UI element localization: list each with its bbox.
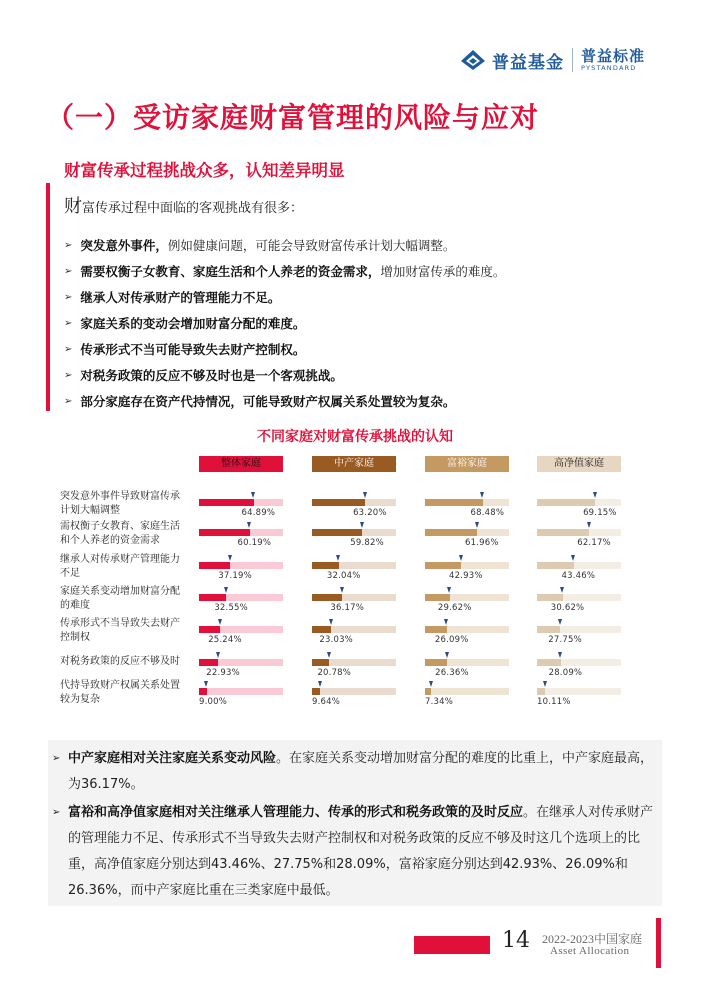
bar-value: [312, 594, 342, 601]
bar-value: [425, 594, 450, 601]
value-marker-icon: [363, 492, 367, 498]
data-label: 62.17%: [577, 538, 611, 548]
data-label: 61.96%: [465, 538, 499, 548]
legend-series-header: 中产家庭: [312, 456, 396, 472]
footer-report-name-en: Asset Allocation: [550, 945, 630, 957]
value-marker-icon: [251, 492, 255, 498]
category-label-line: 需权衡子女教育、家庭生活: [60, 521, 180, 532]
value-marker-icon: [444, 619, 448, 625]
chart-title: 不同家庭对财富传承挑战的认知: [257, 429, 453, 445]
bar-value: [312, 562, 339, 569]
summary-item: [52, 746, 654, 798]
category-label-line: 突发意外事件导致财富传承: [60, 491, 180, 502]
footer-report-name: 2022-2023中国家庭: [542, 932, 642, 946]
value-marker-icon: [558, 652, 562, 658]
data-label: 25.24%: [208, 635, 242, 645]
category-label-line: 对税务政策的反应不够及时: [60, 656, 180, 667]
bar-value: [199, 562, 230, 569]
bar-value: [199, 529, 250, 536]
value-marker-icon: [318, 681, 322, 687]
logo-icon: [460, 49, 486, 71]
bar-value: [312, 626, 331, 633]
value-marker-icon: [204, 681, 208, 687]
challenge-text: 增加财富传承的难度。: [380, 264, 506, 279]
data-label: 9.00%: [199, 697, 228, 707]
category-label-line: 较为复杂: [60, 694, 100, 705]
category-label-line: 控制权: [60, 632, 90, 643]
bar-value: [537, 688, 545, 695]
data-label: 7.34%: [425, 697, 454, 707]
value-marker-icon: [228, 555, 232, 561]
category-label: [60, 490, 200, 518]
data-label: 26.09%: [434, 635, 469, 645]
summary-text: 。在家庭关系变动增加财富分配的难度的比重上，中产家庭最高，为36.17%。: [68, 751, 654, 792]
arrow-bullet-icon: ➢: [64, 395, 73, 407]
data-label: 30.62%: [550, 603, 585, 613]
legend-series-header: 高净值家庭: [537, 456, 621, 472]
data-label: 27.75%: [548, 635, 582, 645]
bar-track: [537, 688, 621, 695]
category-label: [60, 553, 200, 581]
summary-text: 。在继承人对传承财产的管理能力不足、传承形式不当导致失去财产控制权和对税务政策的反应不够及时这几个选项上的比重，高净值家庭分别达到43.46%、27.75%和28.09%，富裕家庭分别达到42.93%、26.09%和26.36%，而中产家庭比重在三类家庭中最低。: [68, 805, 654, 898]
legend-series-header: 富裕家庭: [425, 456, 509, 472]
challenge-item: [64, 258, 505, 284]
data-label: 32.04%: [326, 571, 361, 581]
value-marker-icon: [216, 652, 220, 658]
logo-standard-en: PYSTANDARD: [581, 63, 637, 72]
value-marker-icon: [360, 522, 364, 528]
value-marker-icon: [447, 587, 451, 593]
category-label-line: 代持导致财产权属关系处置: [60, 680, 180, 691]
challenge-bold: 继承人对传承财产的管理能力不足。: [80, 290, 281, 305]
data-label: 26.36%: [435, 668, 469, 678]
bar-value: [537, 659, 561, 666]
category-label: [60, 679, 200, 707]
value-marker-icon: [340, 587, 344, 593]
arrow-bullet-icon: ➢: [64, 343, 73, 355]
bar-value: [537, 626, 560, 633]
arrow-bullet-icon: ➢: [64, 317, 73, 329]
value-marker-icon: [445, 652, 449, 658]
data-label: 37.19%: [218, 571, 252, 581]
data-label: 63.20%: [353, 508, 387, 518]
bar-value: [312, 659, 329, 666]
value-marker-icon: [558, 619, 562, 625]
summary-bold: 富裕和高净值家庭相对关注继承人管理能力、传承的形式和税务政策的及时反应: [68, 805, 524, 820]
bar-value: [425, 626, 447, 633]
logo-separator: [572, 48, 573, 72]
bar-value: [537, 499, 595, 506]
bar-value: [312, 688, 320, 695]
bar-value: [537, 529, 589, 536]
data-label: 60.19%: [237, 538, 272, 548]
category-label: [60, 585, 200, 613]
legend-series-header: 整体家庭: [199, 456, 283, 472]
value-marker-icon: [587, 522, 591, 528]
challenge-item: [64, 232, 505, 258]
arrow-bullet-icon: ➢: [52, 807, 61, 818]
arrow-bullet-icon: ➢: [64, 239, 73, 251]
logo-standard-cn: 普益标准: [581, 46, 646, 65]
value-marker-icon: [560, 587, 564, 593]
page-title: （一）受访家庭财富管理的风险与应对: [46, 101, 540, 134]
bar-value: [425, 659, 447, 666]
intro-rest: 富传承过程中面临的客观挑战有很多：: [82, 201, 304, 216]
challenge-item: [64, 336, 505, 362]
data-label: 20.78%: [317, 668, 352, 678]
data-label: 32.55%: [214, 603, 248, 613]
summary-box: [48, 740, 662, 906]
bar-track: [199, 688, 283, 695]
value-marker-icon: [224, 587, 228, 593]
value-marker-icon: [593, 492, 597, 498]
bar-value: [425, 688, 431, 695]
challenge-bold: 突发意外事件，: [80, 238, 168, 253]
category-label-line: 家庭关系变动增加财富分配: [60, 586, 180, 597]
bar-track: [425, 688, 509, 695]
summary-bold: 中产家庭相对关注家庭关系变动风险: [68, 751, 277, 766]
challenge-bold: 家庭关系的变动会增加财富分配的难度。: [80, 316, 306, 331]
intro-drop-char: 财: [64, 196, 82, 217]
bar-value: [199, 659, 218, 666]
page-number: 14: [502, 928, 530, 953]
header-logo: [460, 44, 645, 76]
category-label-line: 的难度: [60, 600, 90, 611]
data-label: 43.46%: [561, 571, 596, 581]
bar-value: [312, 499, 365, 506]
challenge-item: [64, 362, 505, 388]
challenge-list: [64, 232, 505, 414]
value-marker-icon: [327, 652, 331, 658]
data-label: 59.82%: [350, 538, 384, 548]
section-subhead: 财富传承过程挑战众多，认知差异明显: [64, 161, 345, 180]
challenge-text: 例如健康问题，可能会导致财富传承计划大幅调整。: [167, 238, 456, 253]
data-label: 9.64%: [312, 697, 341, 707]
value-marker-icon: [459, 555, 463, 561]
footer-red-block: [414, 936, 490, 954]
category-label-line: 不足: [60, 568, 80, 579]
bar-value: [425, 562, 461, 569]
challenge-bold: 部分家庭存在资产代持情况，可能导致财产权属关系处置较为复杂。: [80, 394, 456, 409]
data-label: 64.89%: [241, 508, 276, 518]
challenge-item: [64, 284, 505, 310]
value-marker-icon: [475, 522, 479, 528]
value-marker-icon: [247, 522, 251, 528]
bar-value: [425, 529, 477, 536]
bar-value: [199, 594, 226, 601]
challenge-item: [64, 310, 505, 336]
arrow-bullet-icon: ➢: [64, 369, 73, 381]
challenge-item: [64, 388, 505, 414]
category-label-line: 和个人养老的资金需求: [60, 535, 160, 546]
bar-value: [199, 688, 207, 695]
data-label: 29.62%: [437, 603, 472, 613]
data-label: 36.17%: [330, 603, 364, 613]
bar-track: [312, 688, 396, 695]
value-marker-icon: [480, 492, 484, 498]
bar-value: [425, 499, 483, 506]
value-marker-icon: [218, 619, 222, 625]
data-label: 42.93%: [449, 571, 483, 581]
arrow-bullet-icon: ➢: [52, 753, 61, 764]
challenge-bold: 对税务政策的反应不够及时也是一个客观挑战。: [80, 368, 343, 383]
bar-value: [537, 562, 574, 569]
value-marker-icon: [543, 681, 547, 687]
bar-value: [199, 626, 220, 633]
logo-standard: [581, 48, 645, 73]
data-label: 28.09%: [548, 668, 583, 678]
category-label-line: 传承形式不当导致失去财产: [60, 618, 180, 629]
block-accent-bar: [46, 183, 50, 411]
bar-value: [312, 529, 362, 536]
data-label: 10.11%: [537, 697, 571, 707]
challenge-bold: 需要权衡子女教育、家庭生活和个人养老的资金需求，: [80, 264, 381, 279]
data-label: 23.03%: [319, 635, 353, 645]
challenge-bold: 传承形式不当可能导致失去财产控制权。: [80, 342, 306, 357]
arrow-bullet-icon: ➢: [64, 291, 73, 303]
summary-item: [52, 800, 654, 904]
bar-value: [537, 594, 563, 601]
category-label: [60, 617, 200, 645]
value-marker-icon: [336, 555, 340, 561]
category-label-line: 计划大幅调整: [60, 505, 120, 516]
value-marker-icon: [329, 619, 333, 625]
arrow-bullet-icon: ➢: [64, 265, 73, 277]
footer-accent-bar: [656, 918, 661, 968]
intro-text: [64, 192, 303, 218]
data-label: 22.93%: [206, 668, 240, 678]
category-label: [60, 655, 200, 669]
data-label: 68.48%: [470, 508, 505, 518]
data-label: 69.15%: [583, 508, 617, 518]
category-label: [60, 520, 200, 548]
bar-value: [199, 499, 254, 506]
value-marker-icon: [571, 555, 575, 561]
logo-name: 普益基金: [492, 52, 564, 73]
value-marker-icon: [429, 681, 433, 687]
category-label-line: 继承人对传承财产管理能力: [60, 554, 180, 565]
